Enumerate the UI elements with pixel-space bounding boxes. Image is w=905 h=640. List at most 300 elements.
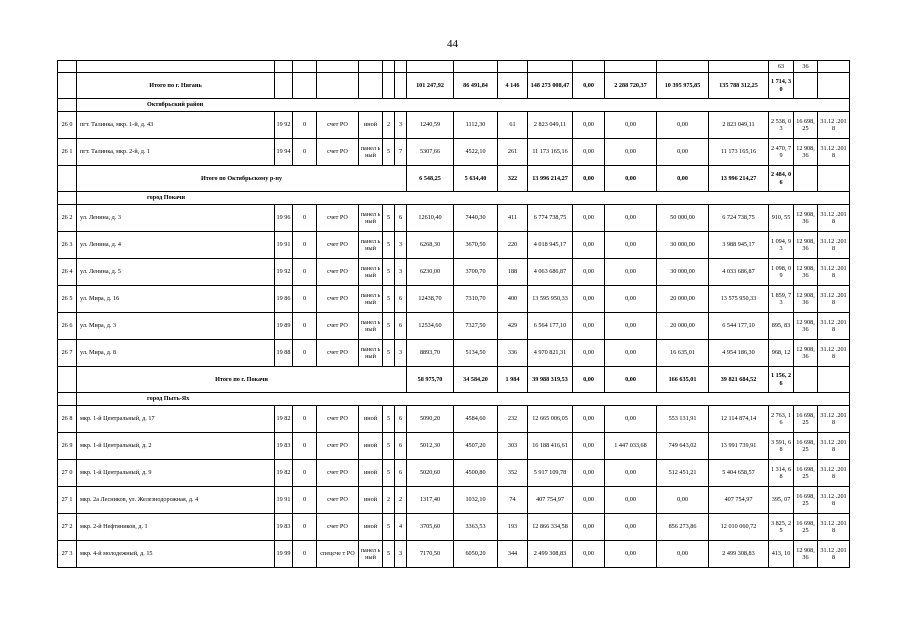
- cell-unit-cost: 968, 12: [769, 340, 794, 367]
- cell-address: мкр. 1-й Центральный, д. 17: [77, 406, 275, 433]
- cell-unit-cost: 1 314, 68: [769, 460, 794, 487]
- row-number-cell: [58, 393, 77, 406]
- cell-limit-cost: 16 698, 25: [794, 514, 818, 541]
- cell-fund-1: 0,00: [573, 166, 605, 192]
- cell-wall-material: панел ьный: [359, 313, 383, 340]
- cell-fund-method: счет РО: [317, 286, 359, 313]
- cell-total-cost: 2 499 308,83: [528, 541, 573, 568]
- cell-date: 31.12 .2018: [818, 487, 850, 514]
- cell-limit-cost: 16 698, 25: [794, 433, 818, 460]
- cell-floors: 5: [383, 460, 395, 487]
- cell-total-cost: 2 823 049,11: [528, 112, 573, 139]
- table-row: [58, 433, 850, 460]
- cell-wall-material: иной: [359, 406, 383, 433]
- cell-fund-3: 16 635,01: [657, 340, 709, 367]
- cell-limit-cost: 12 908, 36: [794, 313, 818, 340]
- cell-limit-cost: 12 908, 36: [794, 205, 818, 232]
- cell-entrances: 3: [395, 541, 407, 568]
- cell-date: [818, 367, 850, 393]
- cell-area-total: 1240,59: [407, 112, 454, 139]
- cell-fund-1: 0,00: [573, 286, 605, 313]
- cell-total-cost: 5 917 109,78: [528, 460, 573, 487]
- cell-fund-3: 512 451,21: [657, 460, 709, 487]
- section-title: Октябрьский район: [77, 99, 850, 112]
- cell-floors: 5: [383, 139, 395, 166]
- row-number-cell: [58, 192, 77, 205]
- cell-residents: 400: [498, 286, 528, 313]
- cell-unit-cost: 3 591, 68: [769, 433, 794, 460]
- cell-row-number: 26 4: [58, 259, 77, 286]
- cell-fund-2: 1 447 033,68: [605, 433, 657, 460]
- cell-entrances: 6: [395, 205, 407, 232]
- cell-year: 19 99: [275, 541, 293, 568]
- cell-fund-method: счет РО: [317, 433, 359, 460]
- cell-total-cost: 4 018 945,17: [528, 232, 573, 259]
- cell-fund-3: 0,00: [657, 112, 709, 139]
- cell-fund-3: 0,00: [657, 166, 709, 192]
- table-row: [58, 259, 850, 286]
- cell-area-total: 5020,60: [407, 460, 454, 487]
- cell-fund-2: 0,00: [605, 166, 657, 192]
- cell-fund-method: счет РО: [317, 460, 359, 487]
- cell-fund-2: 0,00: [605, 340, 657, 367]
- cell-residents: 193: [498, 514, 528, 541]
- cell-area-living: 7440,30: [454, 205, 498, 232]
- cell-fund-method: спецсче т РО: [317, 541, 359, 568]
- empty-cell: [383, 73, 395, 99]
- table-row: [58, 205, 850, 232]
- cell-wall-material: панел ьный: [359, 286, 383, 313]
- cell-limit-cost: [794, 73, 818, 99]
- cell-wall-material: панел ьный: [359, 205, 383, 232]
- cell-date: 31.12 .2018: [818, 286, 850, 313]
- cell-row-number: 27 2: [58, 514, 77, 541]
- cell-unit-cost: 413, 10: [769, 541, 794, 568]
- cell-fund-4: 4 033 686,87: [709, 259, 769, 286]
- cell-row-number: 26 7: [58, 340, 77, 367]
- table-row-continued: [58, 61, 850, 73]
- cell-date: 31.12 .2018: [818, 313, 850, 340]
- cell-limit-cost: [794, 166, 818, 192]
- cell-fund-3: 50 000,00: [657, 205, 709, 232]
- cell-wall-material: иной: [359, 433, 383, 460]
- cell-total-cost: 13 595 950,33: [528, 286, 573, 313]
- cell-limit-cost: 12 908, 36: [794, 541, 818, 568]
- cell-entrances: 3: [395, 232, 407, 259]
- cell-address: мкр. 1-й Центральный, д. 9: [77, 460, 275, 487]
- empty-cell: [359, 73, 383, 99]
- cell-fund-4: 6 724 738,75: [709, 205, 769, 232]
- cell-fund-1: 0,00: [573, 460, 605, 487]
- cell-area-living: 3363,53: [454, 514, 498, 541]
- cell-fund-method: счет РО: [317, 487, 359, 514]
- row-number-cell: [58, 73, 77, 99]
- subtotal-row: [58, 73, 850, 99]
- cell-flag: 0: [293, 340, 317, 367]
- cell-flag: 0: [293, 139, 317, 166]
- cell-area-total: 6 548,25: [407, 166, 454, 192]
- cell-date: 31.12 .2018: [818, 232, 850, 259]
- cell-year: 19 86: [275, 286, 293, 313]
- cell-residents: 411: [498, 205, 528, 232]
- cell-address: пгт. Талинка, мкр. 1-й, д. 43: [77, 112, 275, 139]
- cell-fund-method: счет РО: [317, 259, 359, 286]
- cell-area-total: 12534,60: [407, 313, 454, 340]
- cell-year: 19 83: [275, 514, 293, 541]
- cell-fund-4: 12 114 874,14: [709, 406, 769, 433]
- cell-fund-1: 0,00: [573, 541, 605, 568]
- cell-flag: 0: [293, 433, 317, 460]
- cell-fund-4: 5 404 658,57: [709, 460, 769, 487]
- table-row: [58, 406, 850, 433]
- row-number-cell: [58, 99, 77, 112]
- cell-total-cost: 6 774 738,75: [528, 205, 573, 232]
- cell-floors: 5: [383, 313, 395, 340]
- cell-fund-method: счет РО: [317, 232, 359, 259]
- cell-fund-1: 0,00: [573, 367, 605, 393]
- cell-fund-1: 0,00: [573, 259, 605, 286]
- cell-wall-material: панел ьный: [359, 139, 383, 166]
- cell-fund-2: 0,00: [605, 514, 657, 541]
- cell-fund-2: 0,00: [605, 313, 657, 340]
- cell-area-total: 5012,30: [407, 433, 454, 460]
- cell-flag: 0: [293, 313, 317, 340]
- cell-date: 31.12 .2018: [818, 541, 850, 568]
- cell-area-living: 86 491,84: [454, 73, 498, 99]
- subtotal-row: [58, 166, 850, 192]
- cell-address: пгт. Талинка, мкр. 2-й, д. 1: [77, 139, 275, 166]
- section-header-row: [58, 192, 850, 205]
- cell-fund-4: 2 499 308,83: [709, 541, 769, 568]
- cell-fund-3: 30 000,00: [657, 232, 709, 259]
- table-row: [58, 112, 850, 139]
- cell-area-total: 3705,60: [407, 514, 454, 541]
- cell-fund-4: 6 544 177,10: [709, 313, 769, 340]
- subtotal-label: Итого по г. Нягань: [77, 73, 275, 99]
- cell-wall-material: иной: [359, 514, 383, 541]
- cell-fund-2: 0,00: [605, 112, 657, 139]
- cell-entrances: 3: [395, 112, 407, 139]
- cell-fund-1: 0,00: [573, 514, 605, 541]
- cell-fund-4: 12 010 060,72: [709, 514, 769, 541]
- cell-fund-method: счет РО: [317, 313, 359, 340]
- cell-fund-1: 0,00: [573, 139, 605, 166]
- cell-date: 31.12 .2018: [818, 259, 850, 286]
- cell-unit-cost: 3 825, 25: [769, 514, 794, 541]
- empty-cell: [275, 73, 293, 99]
- cell-area-total: 58 975,70: [407, 367, 454, 393]
- cell-area-total: 12610,40: [407, 205, 454, 232]
- cell-floors: 5: [383, 205, 395, 232]
- row-number-cell: [58, 166, 77, 192]
- cell-fund-2: 0,00: [605, 487, 657, 514]
- table-row: [58, 487, 850, 514]
- cell-year: 19 83: [275, 433, 293, 460]
- cell-address: ул. Мира, д. 8: [77, 340, 275, 367]
- cell-area-living: 34 584,20: [454, 367, 498, 393]
- cell-area-living: 4500,80: [454, 460, 498, 487]
- cell-area-total: 8893,70: [407, 340, 454, 367]
- cell-date: 31.12 .2018: [818, 112, 850, 139]
- cell-fund-4: 13 575 950,33: [709, 286, 769, 313]
- cell-fund-3: 856 273,86: [657, 514, 709, 541]
- cell-address: ул. Ленина, д. 3: [77, 205, 275, 232]
- cell-year: 19 82: [275, 460, 293, 487]
- cell-area-living: 3700,70: [454, 259, 498, 286]
- cell-limit-cost: 12 908, 36: [794, 232, 818, 259]
- cell-flag: 0: [293, 205, 317, 232]
- cell-area-total: 6268,30: [407, 232, 454, 259]
- cell-floors: 5: [383, 340, 395, 367]
- table-body: [58, 61, 850, 568]
- cell-residents: 4 146: [498, 73, 528, 99]
- cell-row-number: 26 2: [58, 205, 77, 232]
- cell-fund-2: 0,00: [605, 541, 657, 568]
- cell-residents: 352: [498, 460, 528, 487]
- cell-entrances: 4: [395, 514, 407, 541]
- cell-date: [818, 73, 850, 99]
- cell-fund-1: 0,00: [573, 487, 605, 514]
- cell-area-living: 5134,50: [454, 340, 498, 367]
- section-header-row: [58, 393, 850, 406]
- cell-area-living: 3670,50: [454, 232, 498, 259]
- cell-area-total: 12438,70: [407, 286, 454, 313]
- cell-row-number: 27 0: [58, 460, 77, 487]
- cell-year: 19 91: [275, 487, 293, 514]
- cell-flag: 0: [293, 514, 317, 541]
- cell-date: 31.12 .2018: [818, 406, 850, 433]
- cell-unit-cost: 1 094, 93: [769, 232, 794, 259]
- cell-unit-cost: 1 714, 30: [769, 73, 794, 99]
- cell-limit-cost: 36: [794, 61, 818, 73]
- cell-area-living: 1112,30: [454, 112, 498, 139]
- cell-wall-material: иной: [359, 487, 383, 514]
- cell-unit-cost: 1 859, 73: [769, 286, 794, 313]
- table-row: [58, 460, 850, 487]
- section-title: город Пыть-Ях: [77, 393, 850, 406]
- cell-residents: 336: [498, 340, 528, 367]
- cell-fund-2: 0,00: [605, 232, 657, 259]
- cell-floors: 5: [383, 433, 395, 460]
- cell-fund-1: 0,00: [573, 232, 605, 259]
- cell-unit-cost: 1 156, 26: [769, 367, 794, 393]
- cell-fund-4: 407 754,97: [709, 487, 769, 514]
- cell-fund-method: счет РО: [317, 406, 359, 433]
- cell-entrances: 6: [395, 406, 407, 433]
- cell-address: мкр. 2а Лесников, ул. Железнодорожная, д. 4: [77, 487, 275, 514]
- cell-area-living: 7310,70: [454, 286, 498, 313]
- cell-year: 19 96: [275, 205, 293, 232]
- cell-unit-cost: 910, 55: [769, 205, 794, 232]
- cell-flag: 0: [293, 541, 317, 568]
- cell-date: [818, 166, 850, 192]
- cell-year: 19 88: [275, 340, 293, 367]
- cell-unit-cost: 895, 83: [769, 313, 794, 340]
- cell-entrances: 6: [395, 433, 407, 460]
- cell-fund-method: счет РО: [317, 112, 359, 139]
- cell-address: ул. Мира, д. 16: [77, 286, 275, 313]
- cell-fund-2: 0,00: [605, 286, 657, 313]
- cell-fund-2: 0,00: [605, 205, 657, 232]
- cell-residents: 188: [498, 259, 528, 286]
- cell-area-living: 4584,60: [454, 406, 498, 433]
- table-row: [58, 541, 850, 568]
- cell-unit-cost: 2 484, 06: [769, 166, 794, 192]
- cell-floors: 5: [383, 541, 395, 568]
- cell-fund-2: 2 288 720,37: [605, 73, 657, 99]
- cell-row-number: 27 1: [58, 487, 77, 514]
- cell-year: 19 94: [275, 139, 293, 166]
- cell-year: 19 92: [275, 112, 293, 139]
- cell-area-total: 5090,20: [407, 406, 454, 433]
- cell-address: ул. Ленина, д. 4: [77, 232, 275, 259]
- cell-residents: 261: [498, 139, 528, 166]
- empty-cell: [293, 73, 317, 99]
- cell-total-cost: 12 665 006,05: [528, 406, 573, 433]
- cell-fund-4: 3 988 945,17: [709, 232, 769, 259]
- cell-residents: 61: [498, 112, 528, 139]
- cell-entrances: 6: [395, 460, 407, 487]
- cell-residents: 74: [498, 487, 528, 514]
- cell-limit-cost: 16 698, 25: [794, 112, 818, 139]
- cell-fund-4: 2 823 049,11: [709, 112, 769, 139]
- cell-total-cost: 148 273 008,47: [528, 73, 573, 99]
- cell-row-number: 26 3: [58, 232, 77, 259]
- cell-fund-4: 39 821 684,52: [709, 367, 769, 393]
- cell-limit-cost: [794, 367, 818, 393]
- subtotal-label: Итого по Октябрьскому р-ну: [77, 166, 407, 192]
- cell-limit-cost: 16 698, 25: [794, 487, 818, 514]
- cell-area-living: 4507,20: [454, 433, 498, 460]
- cell-flag: 0: [293, 112, 317, 139]
- cell-row-number: 27 3: [58, 541, 77, 568]
- cell-area-total: 1317,40: [407, 487, 454, 514]
- cell-area-total: 101 247,92: [407, 73, 454, 99]
- cell-fund-1: 0,00: [573, 73, 605, 99]
- cell-address: мкр. 1-й Центральный, д. 2: [77, 433, 275, 460]
- cell-year: 19 89: [275, 313, 293, 340]
- page-number: 44: [447, 38, 458, 50]
- cell-fund-4: 11 173 165,16: [709, 139, 769, 166]
- cell-entrances: 6: [395, 313, 407, 340]
- cell-fund-2: 0,00: [605, 367, 657, 393]
- cell-area-living: 7327,50: [454, 313, 498, 340]
- cell-area-total: 6230,00: [407, 259, 454, 286]
- cell-fund-3: 20 000,00: [657, 286, 709, 313]
- subtotal-label: Итого по г. Покачи: [77, 367, 407, 393]
- cell-total-cost: 407 754,97: [528, 487, 573, 514]
- cell-date: 31.12 .2018: [818, 514, 850, 541]
- cell-flag: 0: [293, 460, 317, 487]
- cell-area-total: 7170,50: [407, 541, 454, 568]
- cell-total-cost: 4 063 686,87: [528, 259, 573, 286]
- cell-flag: 0: [293, 406, 317, 433]
- cell-entrances: 6: [395, 286, 407, 313]
- cell-residents: 429: [498, 313, 528, 340]
- cell-flag: 0: [293, 487, 317, 514]
- cell-flag: 0: [293, 286, 317, 313]
- cell-wall-material: панел ьный: [359, 541, 383, 568]
- cell-row-number: 26 6: [58, 313, 77, 340]
- cell-total-cost: 11 173 165,16: [528, 139, 573, 166]
- cell-entrances: 7: [395, 139, 407, 166]
- cell-fund-3: 0,00: [657, 541, 709, 568]
- cell-fund-4: 4 954 186,30: [709, 340, 769, 367]
- cell-limit-cost: 12 908, 36: [794, 139, 818, 166]
- section-title: город Покачи: [77, 192, 850, 205]
- table-row: [58, 340, 850, 367]
- table-row: [58, 286, 850, 313]
- cell-total-cost: 12 866 334,58: [528, 514, 573, 541]
- row-number-cell: [58, 367, 77, 393]
- cell-residents: 303: [498, 433, 528, 460]
- cell-floors: 5: [383, 286, 395, 313]
- cell-unit-cost: 2 470, 79: [769, 139, 794, 166]
- cell-floors: 2: [383, 487, 395, 514]
- cell-limit-cost: 12 908, 36: [794, 286, 818, 313]
- cell-address: мкр. 2-й Нефтяников, д. 1: [77, 514, 275, 541]
- cell-limit-cost: 16 698, 25: [794, 406, 818, 433]
- cell-fund-3: 166 635,01: [657, 367, 709, 393]
- cell-fund-method: счет РО: [317, 514, 359, 541]
- cell-fund-2: 0,00: [605, 406, 657, 433]
- cell-address: ул. Мира, д. 3: [77, 313, 275, 340]
- cell-row-number: 26 9: [58, 433, 77, 460]
- cell-date: 31.12 .2018: [818, 205, 850, 232]
- cell-area-living: 6050,20: [454, 541, 498, 568]
- cell-fund-1: 0,00: [573, 406, 605, 433]
- cell-total-cost: 16 188 416,61: [528, 433, 573, 460]
- cell-year: 19 91: [275, 232, 293, 259]
- cell-unit-cost: 1 098, 09: [769, 259, 794, 286]
- cell-fund-3: 10 395 975,85: [657, 73, 709, 99]
- cell-residents: 232: [498, 406, 528, 433]
- cell-year: 19 82: [275, 406, 293, 433]
- cell-fund-3: 553 131,91: [657, 406, 709, 433]
- cell-row-number: 26 8: [58, 406, 77, 433]
- cell-wall-material: иной: [359, 460, 383, 487]
- cell-unit-cost: 63: [769, 61, 794, 73]
- cell-fund-1: 0,00: [573, 112, 605, 139]
- cell-fund-3: 30 000,00: [657, 259, 709, 286]
- table-row: [58, 514, 850, 541]
- cell-fund-4: 13 996 214,27: [709, 166, 769, 192]
- cell-area-total: 5307,66: [407, 139, 454, 166]
- cell-wall-material: панел ьный: [359, 259, 383, 286]
- cell-entrances: 2: [395, 487, 407, 514]
- cell-entrances: 3: [395, 340, 407, 367]
- cell-address: ул. Ленина, д. 5: [77, 259, 275, 286]
- cell-flag: 0: [293, 259, 317, 286]
- table-row: [58, 232, 850, 259]
- cell-residents: 220: [498, 232, 528, 259]
- cell-fund-1: 0,00: [573, 205, 605, 232]
- cell-flag: 0: [293, 232, 317, 259]
- cell-floors: 2: [383, 112, 395, 139]
- cell-fund-method: счет РО: [317, 139, 359, 166]
- cell-residents: 1 984: [498, 367, 528, 393]
- cell-fund-2: 0,00: [605, 460, 657, 487]
- cell-unit-cost: 395, 07: [769, 487, 794, 514]
- cell-row-number: 26 1: [58, 139, 77, 166]
- empty-cell: [395, 73, 407, 99]
- cell-fund-1: 0,00: [573, 313, 605, 340]
- capital-repair-register-table: [57, 60, 850, 568]
- cell-date: 31.12 .2018: [818, 340, 850, 367]
- subtotal-row: [58, 367, 850, 393]
- cell-year: 19 92: [275, 259, 293, 286]
- cell-row-number: 26 0: [58, 112, 77, 139]
